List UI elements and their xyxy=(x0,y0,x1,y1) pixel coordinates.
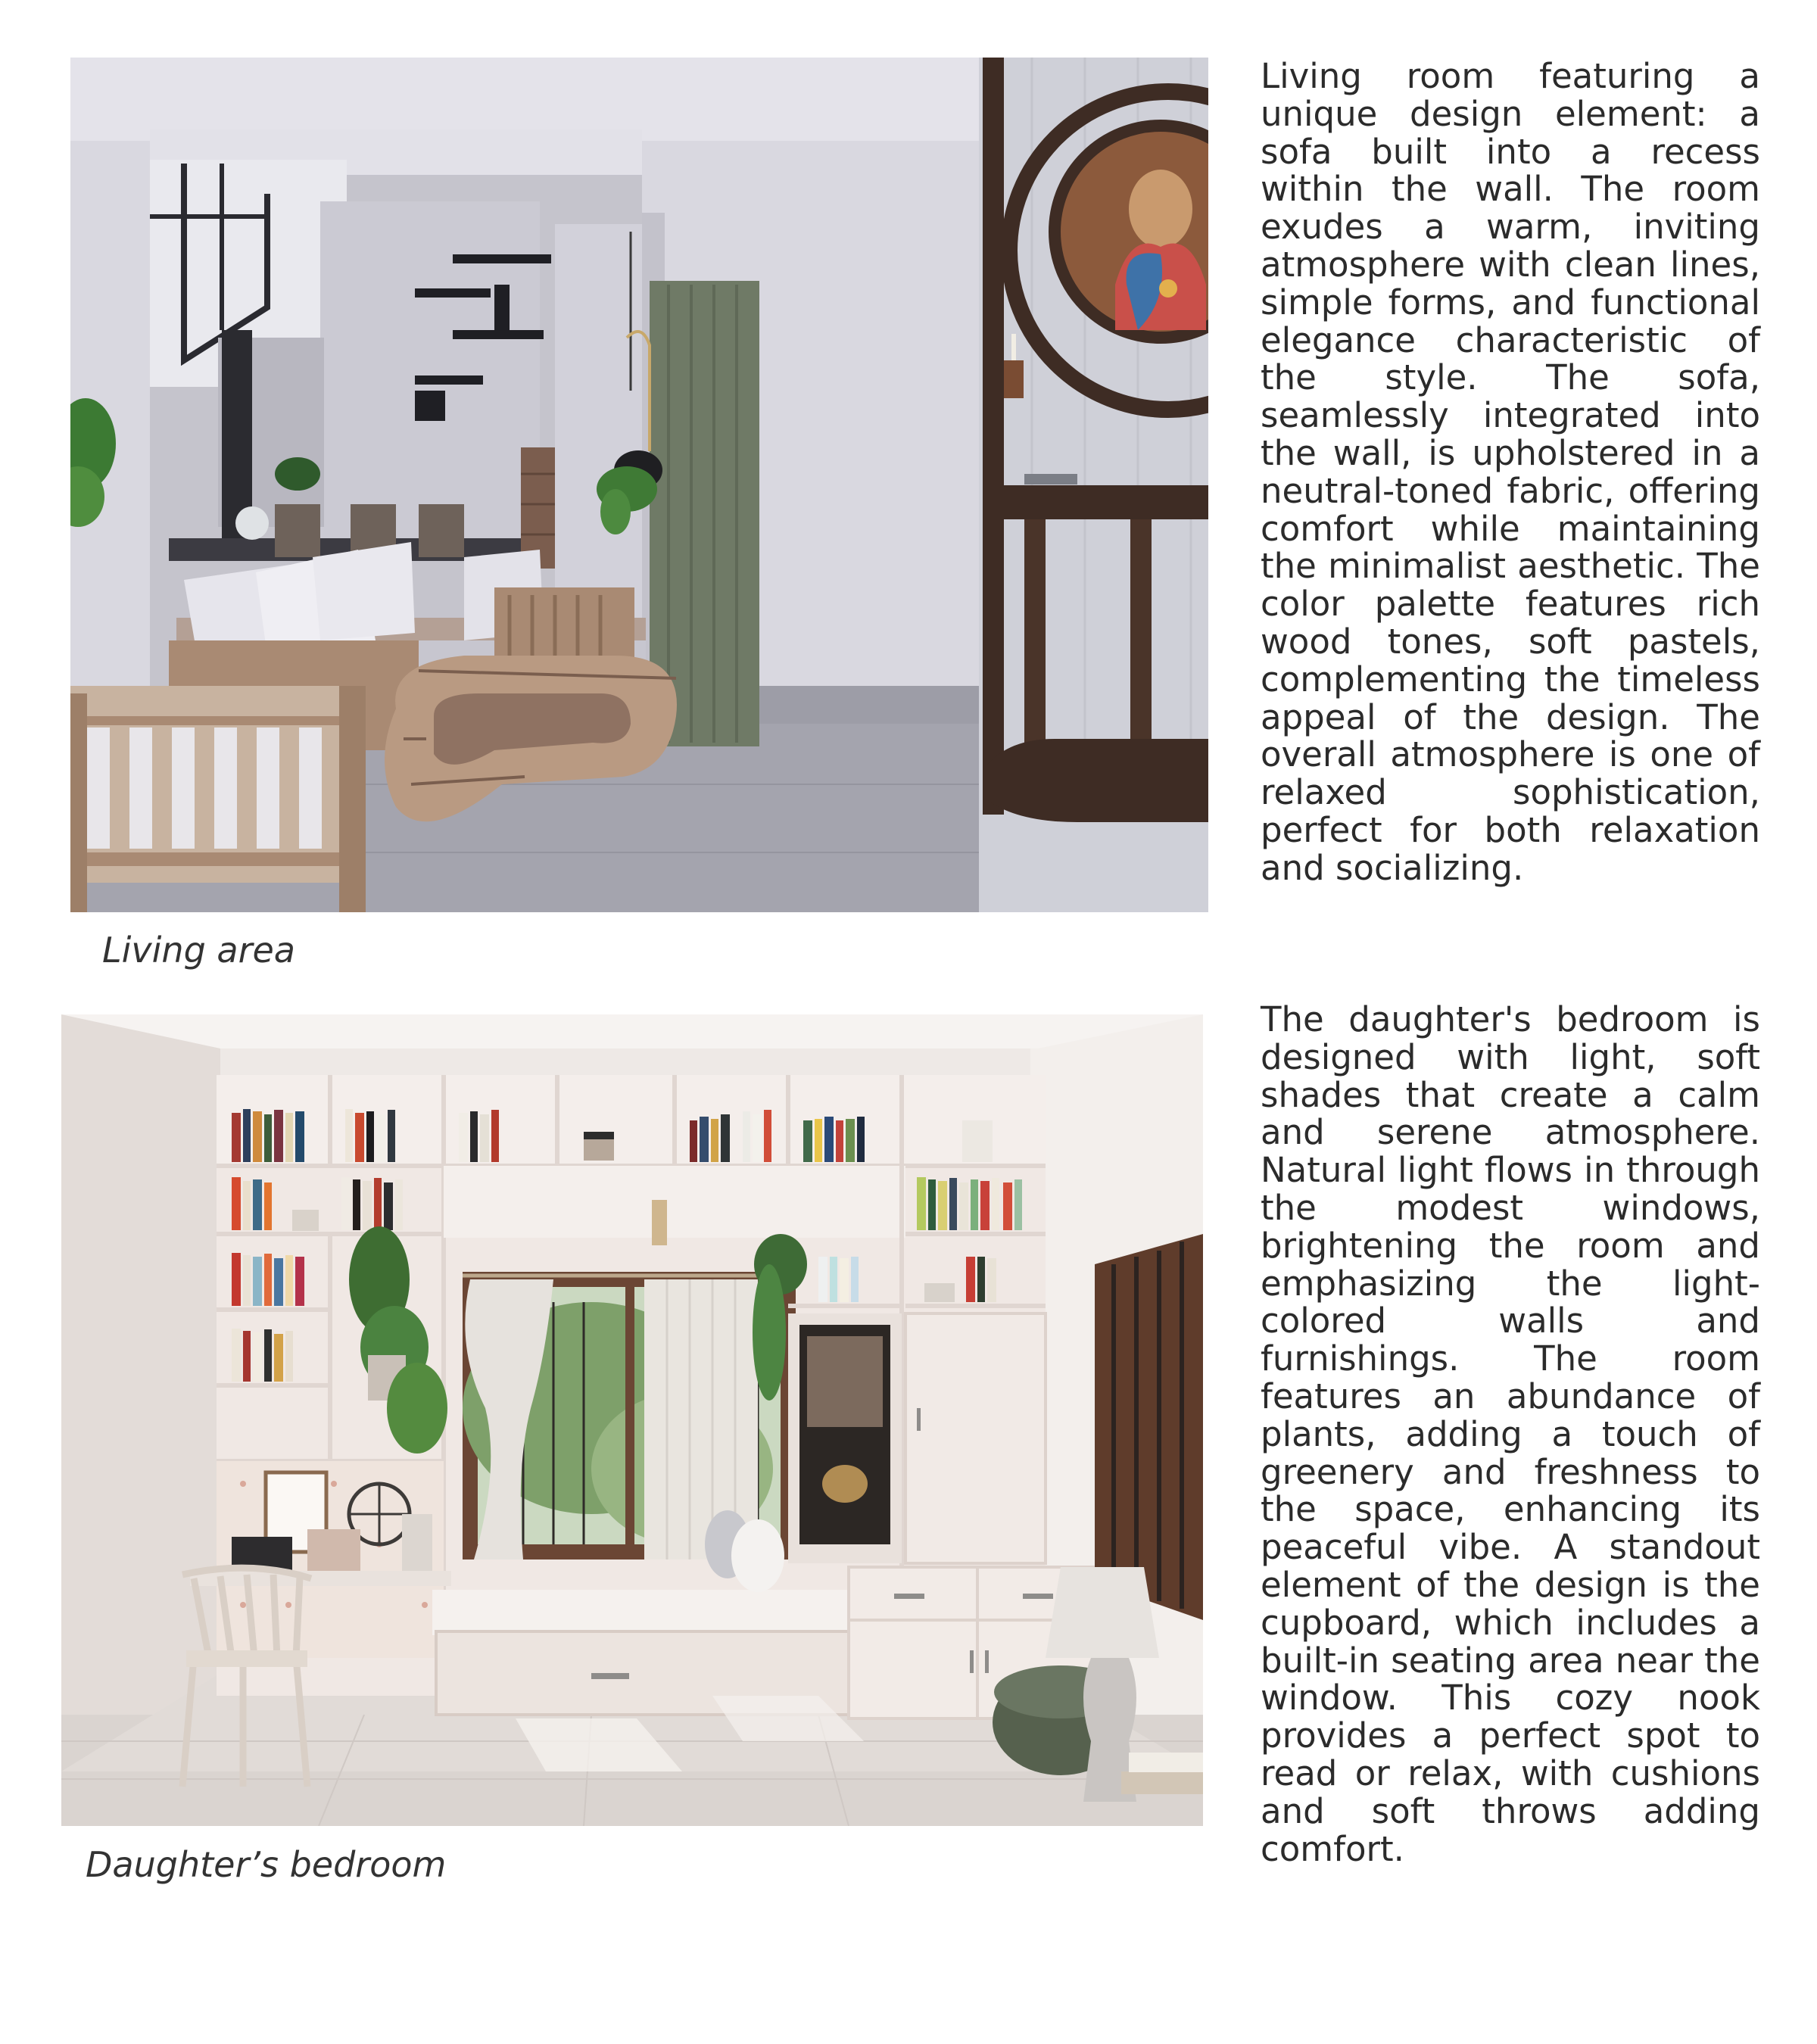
living-area-caption: Living area xyxy=(102,930,295,971)
daughters-bedroom-caption: Daughter’s bedroom xyxy=(86,1844,447,1885)
daughters-bedroom-description: The daughter's bedroom is designed with light, soft shades that create a calm and serene atmosphere. Natural light flows in through the modest windows, brightening the room and emphasizing the light-colored walls and furnishings. The room features an abundance of plants, adding a touch of greenery and freshness to the space, enhancing its peaceful vibe. A standout element of the design is the cupboard, which includes a built-in seating area near the window. This cozy nook provides a perfect spot to read or relax, with cushions and soft throws adding comfort. xyxy=(1261,999,1760,1869)
living-area-description: Living room featuring a unique design element: a sofa built into a recess within the wall. The room exudes a warm, inviting atmosphere with clean lines, simple forms, and functional elegance characteristic of the style. The sofa, seamlessly integrated into the wall, is upholstered in a neutral-toned fabric, offering comfort while maintaining the minimalist aesthetic. The color palette features rich wood tones, soft pastels, complementing the timeless appeal of the design. The overall atmosphere is one of relaxed sophistication, perfect for both relaxation and socializing. xyxy=(1261,56,1760,888)
daughters-bedroom-photo xyxy=(61,1014,1203,1826)
living-area-photo xyxy=(70,58,1208,912)
